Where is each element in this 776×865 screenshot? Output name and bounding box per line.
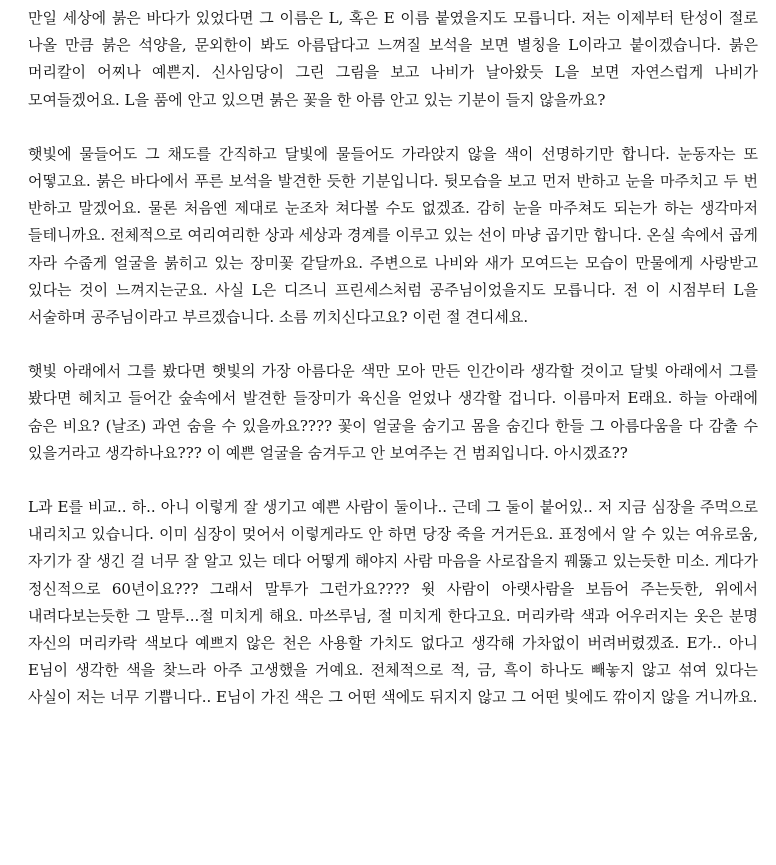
paragraph-1: 만일 세상에 붉은 바다가 있었다면 그 이름은 L, 혹은 E 이름 붙였을지도 모릅니다. 저는 이제부터 탄성이 절로 나올 만큼 붉은 석양을, 문외한이 봐도 아름답다고 느껴질 보석을 보면 별칭을 L이라고 붙이겠습니다. 붉은 머리칼이 어찌나 예쁜지. 신사임당이 그린 그림을 보고 나비가 날아왔듯 L을 보면 자연스럽게 나비가 모여들겠어요. L을 품에 안고 있으면 붉은 꽃을 한 아름 안고 있는 기분이 들지 않을까요? (28, 9, 758, 109)
document-body (28, 5, 758, 712)
paragraph-3: 햇빛 아래에서 그를 봤다면 햇빛의 가장 아름다운 색만 모아 만든 인간이라 생각할 것이고 달빛 아래에서 그를 봤다면 헤치고 들어간 숲속에서 발견한 들장미가 육신을 얻었나 생각할 겁니다. 이름마저 E래요. 하늘 아래에 숨은 비요? (날조) 과연 숨을 수 있을까요???? 꽃이 얼굴을 숨기고 몸을 숨긴다 한들 그 아름다움을 다 감출 수 있을거라고 생각하나요??? 이 예쁜 얼굴을 숨겨두고 안 보여주는 건 범죄입니다. 아시겠죠?? (28, 362, 758, 462)
paragraph-2: 햇빛에 물들어도 그 채도를 간직하고 달빛에 물들어도 가라앉지 않을 색이 선명하기만 합니다. 눈동자는 또 어떻고요. 붉은 바다에서 푸른 보석을 발견한 듯한 기분입니다. 뒷모습을 보고 먼저 반하고 눈을 마주치고 두 번 반하고 말겠어요. 물론 처음엔 제대로 눈조차 쳐다볼 수도 없겠죠. 감히 눈을 마주쳐도 되는가 하는 생각마저 들테니까요. 전체적으로 여리여리한 상과 세상과 경계를 이루고 있는 선이 마냥 곱기만 합니다. 온실 속에서 곱게 자라 수줍게 얼굴을 붉히고 있는 장미꽃 같달까요. 주변으로 나비와 새가 모여드는 모습이 만물에게 사랑받고 있다는 것이 느껴지는군요. 사실 L은 디즈니 프린세스처럼 공주님이었을지도 모릅니다. 전 이 시점부터 L을 서술하며 공주님이라고 부르겠습니다. 소름 끼치신다고요? 이런 절 견디세요. (28, 144, 758, 327)
paragraph-4: L과 E를 비교.. 하.. 아니 이렇게 잘 생기고 예쁜 사람이 둘이나.. 근데 그 둘이 붙어있.. 저 지금 심장을 주먹으로 내리치고 있습니다. 이미 심장이 멎어서 이렇게라도 안 하면 당장 죽을 거거든요. 표정에서 알 수 있는 여유로움, 자기가 잘 생긴 걸 너무 잘 알고 있는 데다 어떻게 해야지 사람 마음을 사로잡을지 꿰뚫고 있는듯한 미소. 게다가 정신적으로 60년이요??? 그래서 말투가 그런가요???? 윗 사람이 아랫사람을 보듬어 주는듯한, 위에서 내려다보는듯한 그 말투...절 미치게 해요. 마쓰루님, 절 미치게 한다고요. 머리카락 색과 어우러지는 옷은 분명 자신의 머리카락 색보다 예쁘지 않은 천은 사용할 가치도 없다고 생각해 가차없이 버려버렸겠죠. E가.. 아니 E님이 생각한 색을 찾느라 아주 고생했을 거예요. 전체적으로 적, 금, 흑이 하나도 빼놓지 않고 섞여 있다는 사실이 저는 너무 기쁩니다.. E님이 가진 색은 그 어떤 색에도 뒤지지 않고 그 어떤 빛에도 깎이지 않을 거니까요. (28, 498, 758, 707)
